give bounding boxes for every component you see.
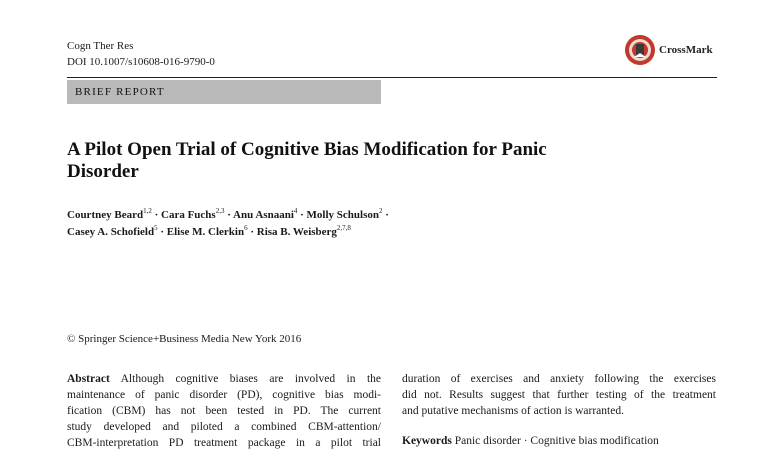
author-name[interactable]: Courtney Beard <box>67 209 144 221</box>
author-line-2 <box>67 224 351 238</box>
author-name[interactable]: Elise M. Clerkin <box>166 226 245 238</box>
author-affiliation: 2,7,8 <box>336 224 351 232</box>
abstract-label: Abstract <box>67 373 110 385</box>
author-separator: · <box>154 209 159 221</box>
author-separator: · <box>300 209 304 221</box>
author-separator: · <box>227 209 231 221</box>
abstract-right-column <box>402 371 716 419</box>
author-separator: · <box>250 226 254 238</box>
author-affiliation: 1,2 <box>143 207 152 215</box>
journal-name: Cogn Ther Res <box>67 40 134 52</box>
crossmark-badge[interactable] <box>623 33 713 67</box>
abstract-line: CBM-interpretation PD treatment package in a pilot trial <box>67 437 381 449</box>
author-name[interactable]: Cara Fuchs <box>161 209 216 221</box>
abstract-line: Abstract Although cognitive biases are involved in the <box>67 373 381 385</box>
author-name[interactable]: Risa B. Weisberg <box>256 226 337 238</box>
abstract-line: did not. Results suggest that further testing of the treatment <box>402 389 716 401</box>
author-separator: · <box>160 226 165 238</box>
author-affiliation: 2 <box>378 207 383 215</box>
keywords-text: Panic disorder · Cognitive bias modification <box>454 435 659 447</box>
crossmark-icon <box>623 33 657 67</box>
author-affiliation: 6 <box>244 224 248 232</box>
abstract-left-column <box>67 371 381 451</box>
abstract-line: duration of exercises and anxiety following the exercises <box>402 373 716 385</box>
author-name[interactable]: Casey A. Schofield <box>67 226 155 238</box>
abstract-line: fication (CBM) has not been tested in PD. The current <box>67 405 381 417</box>
author-affiliation: 2,3 <box>215 207 225 215</box>
abstract-line: maintenance of panic disorder (PD), cognitive bias modi- <box>67 389 381 401</box>
crossmark-label: CrossMark <box>659 44 713 56</box>
copyright-notice: © Springer Science+Business Media New York 2016 <box>67 333 302 345</box>
article-title-line-1: A Pilot Open Trial of Cognitive Bias Modification for Panic <box>67 139 547 160</box>
article-title-line-2: Disorder <box>67 161 139 182</box>
doi[interactable]: DOI 10.1007/s10608-016-9790-0 <box>67 56 215 68</box>
article-type-label: BRIEF REPORT <box>75 86 165 98</box>
article-type-banner <box>67 80 381 104</box>
author-affiliation: 4 <box>293 207 298 215</box>
abstract-line: study developed and piloted a combined CBM-attention/ <box>67 421 381 433</box>
author-name[interactable]: Anu Asnaani <box>233 209 294 221</box>
author-separator: · <box>385 209 389 221</box>
header-rule <box>67 77 717 78</box>
abstract-line: and putative mechanisms of action is warranted. <box>402 405 624 417</box>
author-line-1 <box>67 207 389 221</box>
author-name[interactable]: Molly Schulson <box>306 209 379 221</box>
author-affiliation: 5 <box>154 224 158 232</box>
keywords-label: Keywords <box>402 435 452 447</box>
keywords <box>402 435 659 447</box>
